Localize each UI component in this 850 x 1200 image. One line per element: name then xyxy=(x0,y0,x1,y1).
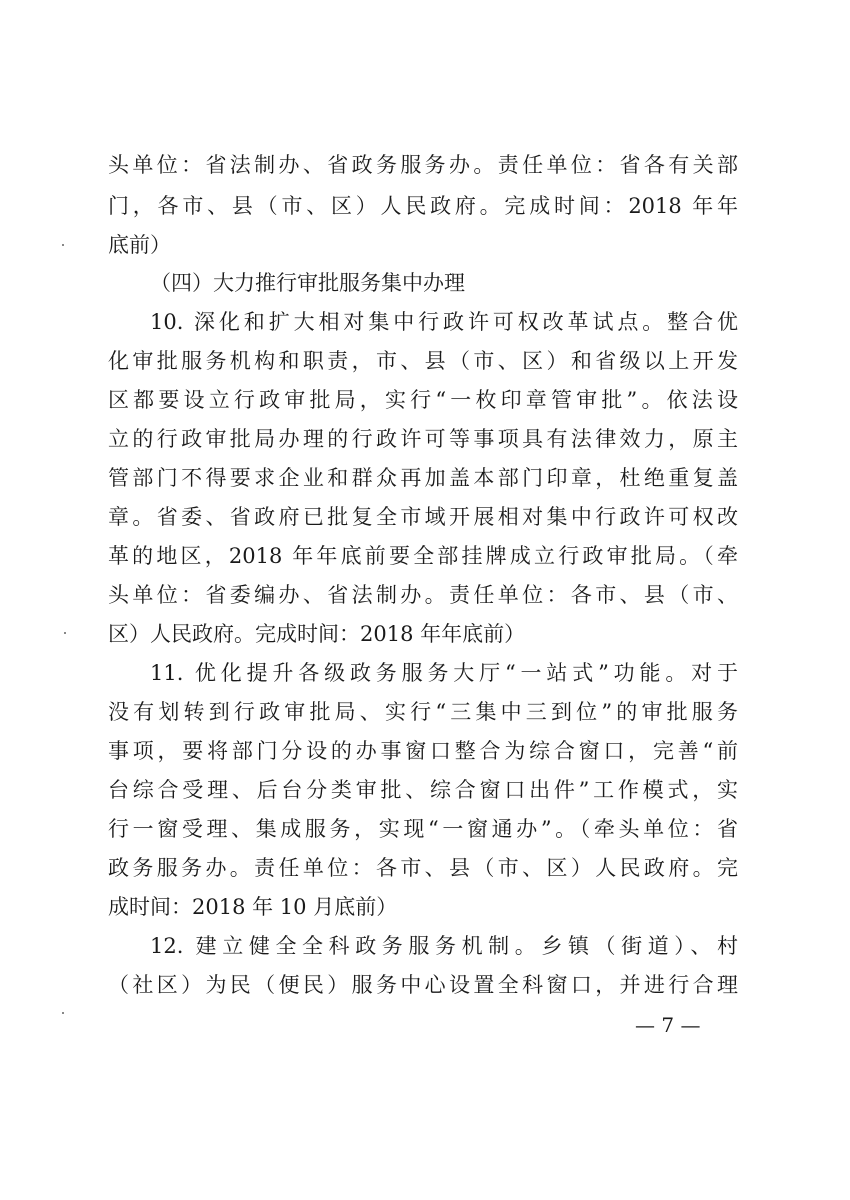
text-line: 成时间：2018 年 10 月底前） xyxy=(108,895,398,919)
text-line: 头单位：省委编办、省法制办。责任单位：各市、县（市、 xyxy=(108,583,738,607)
text-line: （社区）为民（便民）服务中心设置全科窗口，并进行合理 xyxy=(108,973,738,997)
text-line: 立的行政审批局办理的行政许可等事项具有法律效力，原主 xyxy=(108,427,738,451)
page-number: — 7 — xyxy=(635,1013,701,1037)
text-line: 区都要设立行政审批局，实行“一枚印章管审批”。依法设 xyxy=(108,388,738,412)
text-line: 区）人民政府。完成时间：2018 年年底前） xyxy=(108,622,526,646)
paragraph-start: 10. 深化和扩大相对集中行政许可权改革试点。整合优 xyxy=(150,310,738,334)
text-line: 管部门不得要求企业和群众再加盖本部门印章，杜绝重复盖 xyxy=(108,466,738,490)
text-line: 头单位：省法制办、省政务服务办。责任单位：省各有关部 xyxy=(108,153,738,177)
section-heading: （四）大力推行审批服务集中办理 xyxy=(150,271,465,295)
text-line: 革的地区，2018 年年底前要全部挂牌成立行政审批局。（牵 xyxy=(108,544,738,568)
scan-speck xyxy=(62,244,64,246)
text-line: 政务服务办。责任单位：各市、县（市、区）人民政府。完 xyxy=(108,856,738,880)
text-line: 化审批服务机构和职责，市、县（市、区）和省级以上开发 xyxy=(108,349,738,373)
text-line: 台综合受理、后台分类审批、综合窗口出件”工作模式，实 xyxy=(108,778,738,802)
paragraph-start: 12. 建立健全全科政务服务机制。乡镇（街道）、村 xyxy=(150,934,738,958)
text-line: 没有划转到行政审批局、实行“三集中三到位”的审批服务 xyxy=(108,700,738,724)
scan-speck xyxy=(62,1012,64,1014)
text-line: 章。省委、省政府已批复全市域开展相对集中行政许可权改 xyxy=(108,505,738,529)
text-line: 门，各市、县（市、区）人民政府。完成时间：2018 年年 xyxy=(108,194,738,218)
paragraph-start: 11. 优化提升各级政务服务大厅“一站式”功能。对于 xyxy=(150,661,738,685)
scan-speck xyxy=(64,632,66,634)
text-line: 行一窗受理、集成服务，实现“一窗通办”。（牵头单位：省 xyxy=(108,817,738,841)
text-line: 事项，要将部门分设的办事窗口整合为综合窗口，完善“前 xyxy=(108,739,738,763)
text-line: 底前） xyxy=(108,233,171,257)
